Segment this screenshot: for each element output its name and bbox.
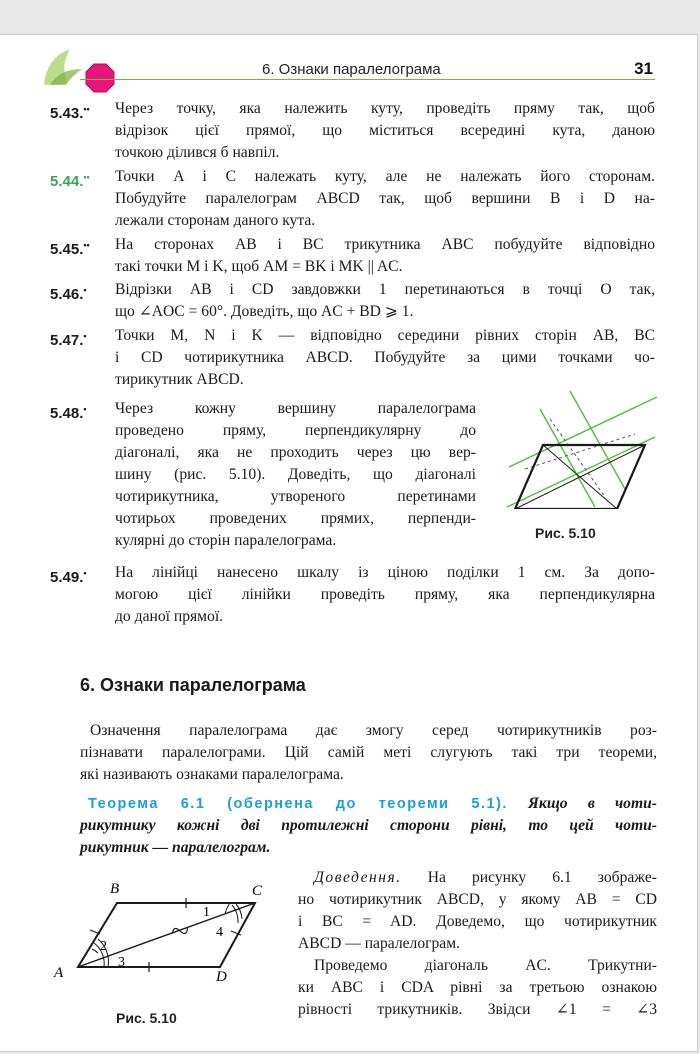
problem-line: що ∠AOC = 60°. Доведіть, що AC + BD ⩾ 1.	[115, 303, 414, 320]
difficulty-mark: ••	[83, 172, 90, 182]
problem-line: Точки A і C належать куту, але не належать його сторонам.	[115, 168, 655, 185]
page-header	[0, 45, 697, 85]
paragraph-line: Означення паралелограма дає змогу серед чотирикутників роз-	[90, 722, 657, 739]
difficulty-mark: •	[83, 285, 87, 295]
problem-5-45	[0, 234, 697, 278]
problem-line: На сторонах AB і BC трикутника ABC побудуйте відповідно	[115, 236, 655, 253]
theorem-line: рикутнику кожні дві протилежні сторони рівні, то цей чоти-	[80, 817, 657, 834]
octagon-marker-icon	[85, 63, 115, 93]
problem-line: тирикутник ABCD.	[115, 371, 244, 388]
proof-word: Доведення.	[314, 869, 402, 886]
problem-5-43	[0, 98, 697, 164]
textbook-page	[0, 34, 698, 1052]
difficulty-mark: ••	[83, 104, 90, 114]
proof-text: На рисунку 6.1 зображе-	[427, 869, 657, 886]
problem-line: відрізок цієї прямої, що міститься всередині кута, даною	[115, 122, 655, 139]
problem-5-44	[0, 166, 697, 232]
proof-line: ABCD — паралелограм.	[298, 935, 460, 952]
problem-5-48	[0, 398, 480, 552]
paragraph-line: пізнавати паралелограми. Цій самій меті слугують такі три теореми,	[80, 744, 657, 761]
problem-line: Точки M, N і K — відповідно середини рівних сторін AB, BC	[115, 327, 655, 344]
problem-line: На лінійці нанесено шкалу із ціною поділки 1 см. За допо-	[115, 564, 655, 581]
angle-label-1: 1	[203, 905, 210, 920]
problem-number: 5.47.	[50, 332, 84, 349]
proof-line: рівності трикутників. Звідси ∠1 = ∠3	[298, 1001, 657, 1018]
section-title: 6. Ознаки паралелограма	[80, 675, 306, 695]
viewer-top-bar	[0, 0, 700, 34]
theorem-6-1	[80, 793, 657, 859]
difficulty-mark: •	[83, 404, 87, 414]
problem-line: Побудуйте паралелограм ABCD так, щоб вершини B і D на-	[115, 190, 655, 207]
proof-line: ки ABC і CDA рівні за третьою ознакою	[298, 979, 657, 996]
difficulty-mark: ••	[83, 240, 90, 250]
problem-line: Відрізки AB і CD завдовжки 1 перетинаються в точці O так,	[115, 281, 655, 298]
problem-line: діагоналі, яка не проходить через цю вер-	[115, 444, 476, 461]
problem-5-46	[0, 279, 697, 323]
page-number: 31	[634, 59, 653, 78]
figure-caption: Рис. 5.10	[116, 1010, 177, 1026]
proof-line: но чотирикутник ABCD, у якому AB = CD	[298, 891, 657, 908]
difficulty-mark: •	[83, 568, 87, 578]
leaf-logo-icon	[40, 47, 86, 87]
proof-line: Проведемо діагональ AC. Трикутни-	[314, 957, 657, 974]
label-a: A	[54, 965, 64, 981]
problem-line: чотирикутника, утвореного перетинами	[115, 488, 476, 505]
problem-number: 5.43.	[50, 105, 84, 122]
problem-number: 5.45.	[50, 241, 84, 258]
problem-number: 5.44.	[50, 173, 84, 190]
problem-line: точкою ділився б навпіл.	[115, 144, 280, 161]
problem-5-47	[0, 325, 697, 391]
angle-label-2: 2	[100, 939, 107, 954]
paragraph-line: які називають ознаками паралелограма.	[80, 766, 344, 783]
proof-paragraph	[298, 867, 657, 1021]
angle-label-4: 4	[216, 925, 223, 940]
running-head: 6. Ознаки паралелограма	[262, 61, 441, 78]
problem-line: такі точки M і K, щоб AM = BK і MK || AC.	[115, 258, 403, 275]
problem-5-49	[0, 562, 697, 628]
problem-line: кулярні до сторін паралелограма.	[115, 532, 337, 549]
figure-5-10-parallelogram	[505, 389, 660, 509]
difficulty-mark: •	[83, 331, 87, 341]
angle-label-3: 3	[118, 955, 125, 970]
problem-line: Через кожну вершину паралелограма	[115, 400, 476, 417]
problem-line: могою цієї лінійки проведіть пряму, яка перпендикулярна	[115, 586, 655, 603]
problem-line: проведено пряму, перпендикулярну до	[115, 422, 476, 439]
problem-line: і CD чотирикутника ABCD. Побудуйте за цими точками чо-	[115, 349, 655, 366]
header-rule	[80, 79, 655, 80]
problem-line: до даної прямої.	[115, 608, 224, 625]
figure-caption: Рис. 5.10	[535, 525, 596, 541]
proof-line: і BC = AD. Доведемо, що чотирикутник	[298, 913, 657, 930]
theorem-text: Якщо в чоти-	[528, 795, 657, 812]
intro-paragraph	[80, 720, 657, 786]
label-b: B	[110, 881, 120, 897]
problem-number: 5.49.	[50, 569, 84, 586]
problem-line: шину (рис. 5.10). Доведіть, що діагоналі	[115, 466, 476, 483]
theorem-label: Теорема 6.1 (обернена до теореми 5.1).	[88, 796, 508, 812]
theorem-line: рикутник — паралелограм.	[80, 839, 271, 856]
figure-6-1-parallelogram	[40, 873, 280, 988]
problem-line: чотирьох проведених прямих, перпенди-	[115, 510, 476, 527]
problem-line: Через точку, яка належить куту, проведіть пряму так, щоб	[115, 100, 655, 117]
problem-number: 5.46.	[50, 286, 84, 303]
problem-line: лежали сторонам даного кута.	[115, 212, 316, 229]
problem-number: 5.48.	[50, 405, 84, 422]
label-c: C	[252, 883, 263, 899]
label-d: D	[216, 969, 227, 985]
